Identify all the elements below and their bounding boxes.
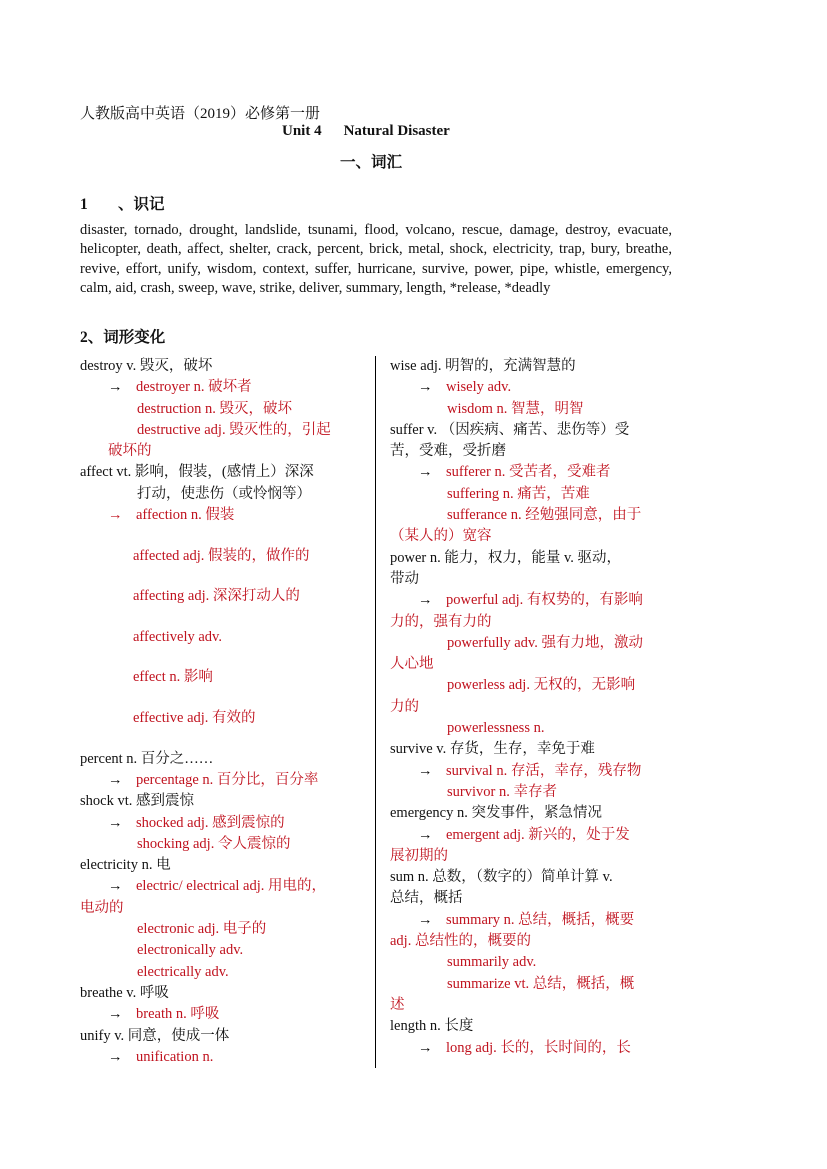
derivative-destructive-cont: 破坏的 (108, 443, 152, 460)
derivative-summarize-cont: 述 (390, 996, 405, 1013)
derivative-affecting: affecting adj. 深深打动人的 (133, 588, 300, 605)
derivative-summary-cont: adj. 总结性的，概要的 (390, 933, 531, 950)
derivative-electrically: electrically adv. (137, 963, 229, 980)
arrow-icon: → (418, 826, 433, 843)
unit-heading (282, 123, 450, 140)
entry-power: power n. 能力，权力，能量 v. 驱动， (390, 549, 622, 566)
derivative-emergent-cont: 展初期的 (390, 847, 448, 864)
arrow-icon: → (108, 878, 123, 895)
derivative-electronic: electronic adj. 电子的 (137, 921, 267, 938)
derivative-survival: → survival n. 存活，幸存，残存物 (390, 761, 672, 782)
part1-heading (80, 192, 165, 214)
derivative-powerful-cont: 力的，强有力的 (390, 613, 492, 630)
document-header: 人教版高中英语（2019）必修第一册 (80, 106, 321, 122)
section-title: 一、词汇 (340, 154, 403, 171)
derivative-effective: effective adj. 有效的 (133, 710, 256, 727)
entry-suffer-cont: 苦，受难，受折磨 (390, 443, 506, 460)
derivative-powerfully-cont: 人心地 (390, 656, 434, 673)
derivative-summarize: summarize vt. 总结，概括，概 (447, 975, 635, 992)
derivative-powerfully: powerfully adv. 强有力地，激动 (447, 634, 643, 651)
arrow-icon: → (418, 379, 433, 396)
arrow-icon: → (108, 1006, 123, 1023)
derivative-destruction: destruction n. 毁灭，破坏 (137, 400, 293, 417)
derivative-powerlessness: powerlessness n. (447, 720, 545, 737)
derivative-suffering: suffering n. 痛苦，苦难 (447, 485, 590, 502)
derivative-summary: → summary n. 总结，概括，概要 (390, 910, 672, 931)
arrow-icon: → (108, 507, 123, 524)
derivative-effect: effect n. 影响 (133, 669, 213, 686)
derivative-emergent: → emergent adj. 新兴的，处于发 (390, 825, 672, 846)
part1-number: 1 (80, 196, 88, 213)
entry-wise: wise adj. 明智的，充满智慧的 (390, 358, 576, 374)
entry-affect: affect vt. 影响，假装，(感情上）深深 (80, 464, 314, 481)
derivative-sufferance: sufferance n. 经勉强同意，由于 (447, 507, 642, 524)
arrow-icon: → (108, 379, 123, 396)
derivative-electric-cont: 电动的 (80, 899, 124, 916)
entry-suffer: suffer v. （因疾病、痛苦、悲伤等）受 (390, 421, 630, 438)
derivative-breath: → breath n. 呼吸 (80, 1004, 366, 1025)
derivative-percentage: → percentage n. 百分比，百分率 (80, 770, 366, 791)
derivative-unification: → unification n. (80, 1047, 366, 1068)
derivative-wisdom: wisdom n. 智慧，明智 (447, 400, 584, 417)
arrow-icon: → (108, 771, 123, 788)
entry-survive: survive v. 存货，生存，幸免于难 (390, 741, 595, 758)
arrow-icon: → (418, 1039, 433, 1056)
derivative-affection: → affection n. 假装 (80, 505, 366, 526)
entry-electricity: electricity n. 电 (80, 857, 171, 874)
entry-power-cont: 带动 (390, 570, 419, 587)
right-column (390, 356, 672, 1059)
part1-title: 、识记 (118, 196, 165, 213)
entry-percent: percent n. 百分之…… (80, 750, 214, 767)
derivative-sufferer: → sufferer n. 受苦者，受难者 (390, 462, 672, 483)
derivative-shocked: → shocked adj. 感到震惊的 (80, 813, 366, 834)
derivative-electric: → electric/ electrical adj. 用电的， (80, 876, 366, 897)
entry-length: length n. 长度 (390, 1018, 474, 1035)
unit-label: Unit 4 (282, 123, 322, 139)
entry-sum-cont: 总结，概括 (390, 890, 463, 907)
derivative-powerless-cont: 力的 (390, 698, 419, 715)
derivative-wisely: → wisely adv. (390, 377, 672, 398)
derivative-destructive: destructive adj. 毁灭性的，引起 (137, 421, 331, 438)
derivative-powerful: → powerful adj. 有权势的，有影响 (390, 590, 672, 611)
derivative-affectively: affectively adv. (133, 628, 222, 645)
derivative-sufferance-cont: （某人的）宽容 (390, 528, 492, 545)
arrow-icon: → (418, 911, 433, 928)
derivative-destroyer: → destroyer n. 破坏者 (80, 377, 366, 398)
vocabulary-list: disaster, tornado, drought, landslide, tsunami, flood, volcano, rescue, damage, destroy, evacuate, helicopter, death, affect, shelter, crack, percent, brick, metal, shock, electricity, trap, bury, breathe, revive, effort, unify, wisdom, context, suffer, hurricane, survive, power, pipe, whistle, emergency, calm, aid, crash, sweep, wave, strike, deliver, summary, length, *release, *deadly (80, 222, 672, 297)
entry-breathe: breathe v. 呼吸 (80, 984, 169, 1001)
unit-title: Natural Disaster (343, 123, 450, 139)
entry-sum: sum n. 总数，（数字的）简单计算 v. (390, 869, 613, 886)
derivative-survivor: survivor n. 幸存者 (447, 783, 557, 800)
part2-heading: 2、词形变化 (80, 329, 166, 346)
derivative-electronically: electronically adv. (137, 942, 244, 959)
derivative-shocking: shocking adj. 令人震惊的 (137, 835, 291, 852)
entry-destroy: destroy v. 毁灭，破坏 (80, 358, 213, 374)
derivative-affected: affected adj. 假装的，做作的 (133, 547, 310, 564)
derivative-summarily: summarily adv. (447, 954, 537, 971)
arrow-icon: → (418, 762, 433, 779)
arrow-icon: → (108, 814, 123, 831)
derivative-powerless: powerless adj. 无权的，无影响 (447, 677, 636, 694)
arrow-icon: → (108, 1048, 123, 1065)
entry-unify: unify v. 同意，使成一体 (80, 1027, 230, 1044)
arrow-icon: → (418, 592, 433, 609)
arrow-icon: → (418, 464, 433, 481)
derivative-long: → long adj. 长的，长时间的，长 (390, 1038, 672, 1059)
entry-emergency: emergency n. 突发事件，紧急情况 (390, 805, 602, 822)
left-column (80, 356, 366, 1068)
column-divider (375, 356, 376, 1068)
entry-affect-cont: 打动，使悲伤（或怜悯等） (137, 485, 311, 502)
entry-shock: shock vt. 感到震惊 (80, 793, 194, 810)
